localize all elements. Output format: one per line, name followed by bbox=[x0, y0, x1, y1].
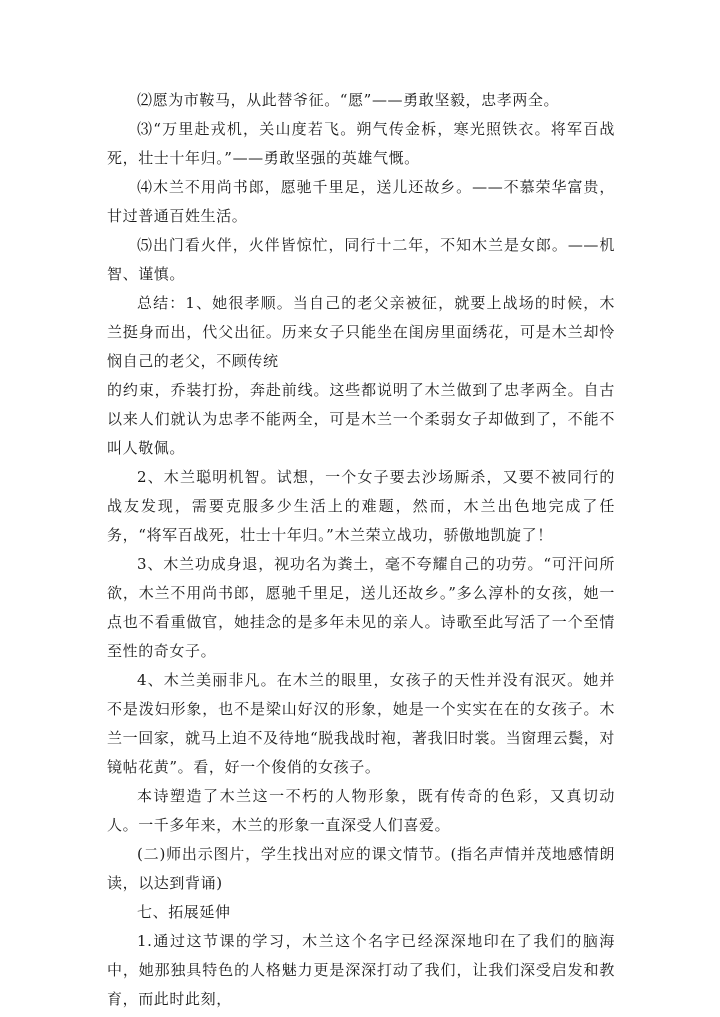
paragraph-2-willing: ⑵愿为市鞍马，从此替爷征。“愿”——勇敢坚毅，忠孝两全。 bbox=[137, 91, 560, 109]
summary-point-3: 3、木兰功成身退，视功名为粪土，毫不夸耀自己的功劳。“可汗问所欲，木兰不用尚书郎，愿驰千里足，送儿还故乡。”多么淳朴的女孩，她一点也不看重做官，她挂念的是多年未见的亲人。诗歌至此写活了一个至情至性的奇女子。 bbox=[107, 555, 615, 660]
activity-pictures: (二)师出示图片，学生找出对应的课文情节。(指名声情并茂地感情朗读，以达到背诵) bbox=[107, 845, 615, 892]
summary-point-2: 2、木兰聪明机智。试想，一个女子要去沙场厮杀，又要不被同行的战友发现，需要克服多少生活上的难题，然而，木兰出色地完成了任务，“将军百战死，壮士十年归。”木兰荣立战功，骄傲地凯旋了！ bbox=[107, 468, 615, 544]
paragraph-4-return-home: ⑷木兰不用尚书郎，愿驰千里足，送儿还故乡。——不慕荣华富贵，甘过普通百姓生活。 bbox=[107, 178, 615, 225]
paragraph-5-companions: ⑸出门看火伴，火伴皆惊忙，同行十二年，不知木兰是女郎。——机智、谨慎。 bbox=[107, 236, 615, 283]
document-body bbox=[107, 86, 615, 1014]
summary-point-1: 总结：1、她很孝顺。当自己的老父亲被征，就要上战场的时候，木兰挺身而出，代父出征。历来女子只能坐在闺房里面绣花，可是木兰却怜悯自己的老父，不顾传统 bbox=[107, 294, 615, 370]
summary-point-4: 4、木兰美丽非凡。在木兰的眼里，女孩子的天性并没有泯灭。她并不是泼妇形象，也不是梁山好汉的形象，她是一个实实在在的女孩子。木兰一回家，就马上迫不及待地“脱我战时袍，著我旧时裳。当窗理云鬓，对镜帖花黄”。看，好一个俊俏的女孩子。 bbox=[107, 671, 615, 776]
paragraph-3-battle: ⑶“万里赴戎机，关山度若飞。朔气传金柝，寒光照铁衣。将军百战死，壮士十年归。”——勇敢坚强的英雄气慨。 bbox=[107, 120, 615, 167]
extension-point-1: 1.通过这节课的学习，木兰这个名字已经深深地印在了我们的脑海中，她那独具特色的人格魅力更是深深打动了我们，让我们深受启发和教育，而此时此刻， bbox=[107, 932, 615, 1008]
summary-point-1-continued: 的约束，乔装打扮，奔赴前线。这些都说明了木兰做到了忠孝两全。自古以来人们就认为忠孝不能两全，可是木兰一个柔弱女子却做到了，不能不叫人敬佩。 bbox=[107, 381, 615, 457]
summary-conclusion: 本诗塑造了木兰这一不朽的人物形象，既有传奇的色彩，又真切动人。一千多年来，木兰的形象一直深受人们喜爱。 bbox=[107, 787, 615, 834]
section-heading-extension: 七、拓展延伸 bbox=[137, 903, 231, 921]
